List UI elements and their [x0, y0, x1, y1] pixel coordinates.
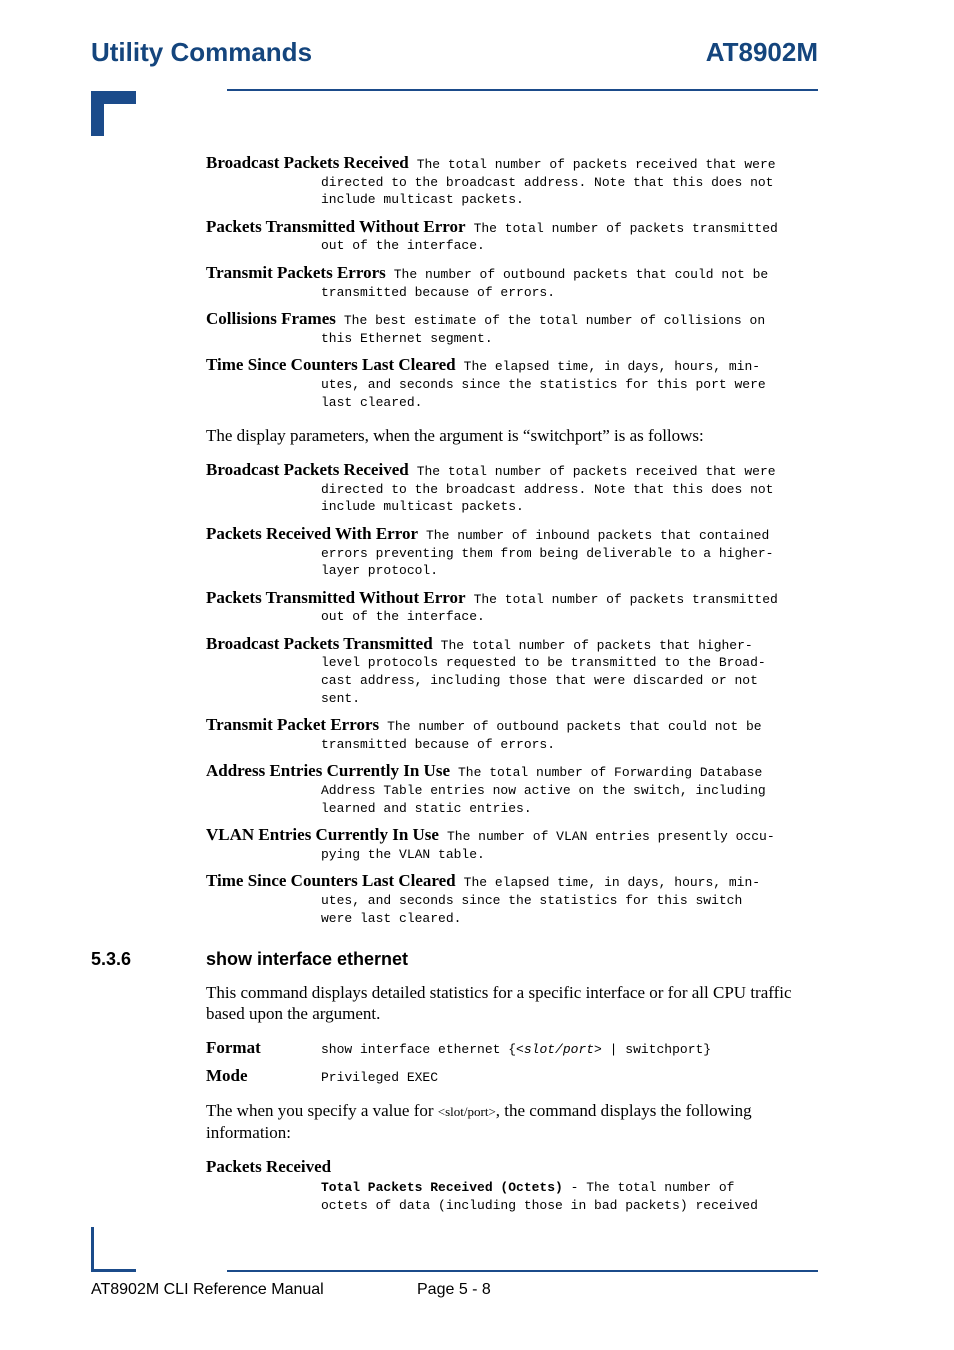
definition-term: Time Since Counters Last Cleared: [206, 355, 456, 375]
definition-line: out of the interface.: [321, 609, 485, 625]
definition-line: include multicast packets.: [321, 192, 524, 208]
definition-term: Packets Transmitted Without Error: [206, 587, 466, 607]
page-content: [91, 153, 826, 1214]
footer-rule: [227, 1270, 818, 1272]
definition-line: directed to the broadcast address. Note that this does not: [321, 481, 774, 497]
definition-line: level protocols requested to be transmitted to the Broad-: [321, 655, 766, 671]
definition-line: The total number of packets that higher-: [440, 637, 753, 653]
mode-row: [206, 1066, 826, 1086]
definition-line: this Ethernet segment.: [321, 330, 493, 346]
definition-line: The number of inbound packets that contained: [426, 527, 770, 543]
definition-term: Broadcast Packets Transmitted: [206, 633, 433, 653]
definition-item: [206, 871, 826, 927]
definition-item: [206, 825, 826, 863]
format-row: [206, 1038, 826, 1058]
footer-manual-title: AT8902M CLI Reference Manual: [91, 1281, 324, 1298]
definition-line: The elapsed time, in days, hours, min-: [463, 359, 761, 375]
definition-line: last cleared.: [321, 394, 423, 410]
mode-value: Privileged EXEC: [321, 1070, 439, 1086]
definition-line: The total number of packets received that were: [416, 157, 776, 172]
definition-line: The best estimate of the total number of collisions on: [343, 313, 766, 329]
section-title: show interface ethernet: [206, 949, 409, 970]
definition-line: directed to the broadcast address. Note that this does not: [321, 174, 774, 190]
definition-term: Packets Received With Error: [206, 523, 418, 543]
mode-label: Mode: [206, 1066, 248, 1086]
definition-item: [206, 263, 826, 301]
definition-line: out of the interface.: [321, 238, 485, 254]
definition-line: errors preventing them from being deliverable to a higher-: [321, 545, 774, 561]
definition-line: transmitted because of errors.: [321, 736, 556, 752]
definition-term: Transmit Packet Errors: [206, 715, 380, 735]
definition-line: The total number of packets received that were: [416, 464, 776, 480]
definition-line: include multicast packets.: [321, 499, 524, 515]
definition-line: cast address, including those that were discarded or not: [321, 673, 758, 689]
definition-term: Broadcast Packets Received: [206, 460, 409, 480]
definition-line: The elapsed time, in days, hours, min-: [463, 875, 761, 891]
switchport-intro: The display parameters, when the argument is “switchport” is as follows:: [206, 426, 704, 446]
definition-line: Address Table entries now active on the switch, including: [321, 783, 766, 799]
definition-line: The total number of Forwarding Database: [458, 765, 763, 781]
definition-line: pying the VLAN table.: [321, 846, 485, 862]
definition-item: [206, 355, 826, 411]
header-title: Utility Commands: [91, 37, 313, 67]
corner-mark-bottom: [91, 1227, 136, 1272]
packets-received-desc: Total Packets Received (Octets) - The total number of octets of data (including those in bad packets) received: [321, 1180, 758, 1213]
definition-item: [206, 761, 826, 817]
definition-term: Address Entries Currently In Use: [206, 761, 450, 781]
stats-list-switchport: [206, 460, 826, 927]
definition-line: transmitted because of errors.: [321, 284, 556, 300]
definition-line: The number of outbound packets that could not be: [387, 719, 762, 735]
definition-line: The number of VLAN entries presently occu-: [446, 829, 775, 845]
definition-line: The number of outbound packets that could not be: [393, 266, 769, 282]
definition-line: utes, and seconds since the statistics for this switch: [321, 893, 743, 908]
definition-line: The total number of packets transmitted: [473, 591, 778, 607]
definition-item: [206, 524, 826, 580]
definition-item: [206, 217, 826, 255]
definition-item: [206, 309, 826, 347]
definition-line: were last cleared.: [321, 910, 462, 926]
definition-item: [206, 634, 826, 707]
definition-item: [206, 153, 826, 209]
definition-term: Transmit Packets Errors: [206, 262, 386, 282]
definition-term: Packets Transmitted Without Error: [206, 216, 466, 236]
section-description: This command displays detailed statistics for a specific interface or for all CPU traffic based upon the argument.: [206, 983, 792, 1024]
total-packets-label: Total Packets Received (Octets): [321, 1180, 563, 1196]
definition-line: The total number of packets transmitted: [473, 220, 778, 236]
section-heading: [91, 949, 826, 970]
when-paragraph: The when you specify a value for <slot/port>, the command displays the following information:: [206, 1101, 752, 1143]
format-label: Format: [206, 1038, 261, 1058]
definition-item: [206, 588, 826, 626]
header-product: AT8902M: [705, 37, 818, 67]
definition-term: Collisions Frames: [206, 309, 336, 329]
when-arg: <slot/port>: [437, 1104, 496, 1120]
format-arg: <slot/port>: [516, 1042, 602, 1058]
definition-term: Time Since Counters Last Cleared: [206, 871, 456, 891]
stats-list-port: [206, 153, 826, 411]
definition-item: [206, 460, 826, 516]
definition-item: [206, 715, 826, 753]
definition-line: utes, and seconds since the statistics for this port were: [321, 376, 766, 392]
definition-line: learned and static entries.: [321, 800, 532, 816]
definition-term: Broadcast Packets Received: [206, 153, 409, 172]
definition-term: VLAN Entries Currently In Use: [206, 825, 439, 845]
corner-mark-top: [91, 91, 136, 136]
footer-page-number: Page 5 - 8: [417, 1281, 491, 1298]
definition-line: sent.: [321, 690, 361, 706]
section-number: 5.3.6: [91, 949, 132, 970]
format-value: show interface ethernet {<slot/port> | switchport}: [321, 1042, 712, 1058]
definition-line: layer protocol.: [321, 563, 439, 579]
packets-received-heading: Packets Received: [206, 1157, 332, 1177]
header-rule: [227, 89, 818, 91]
